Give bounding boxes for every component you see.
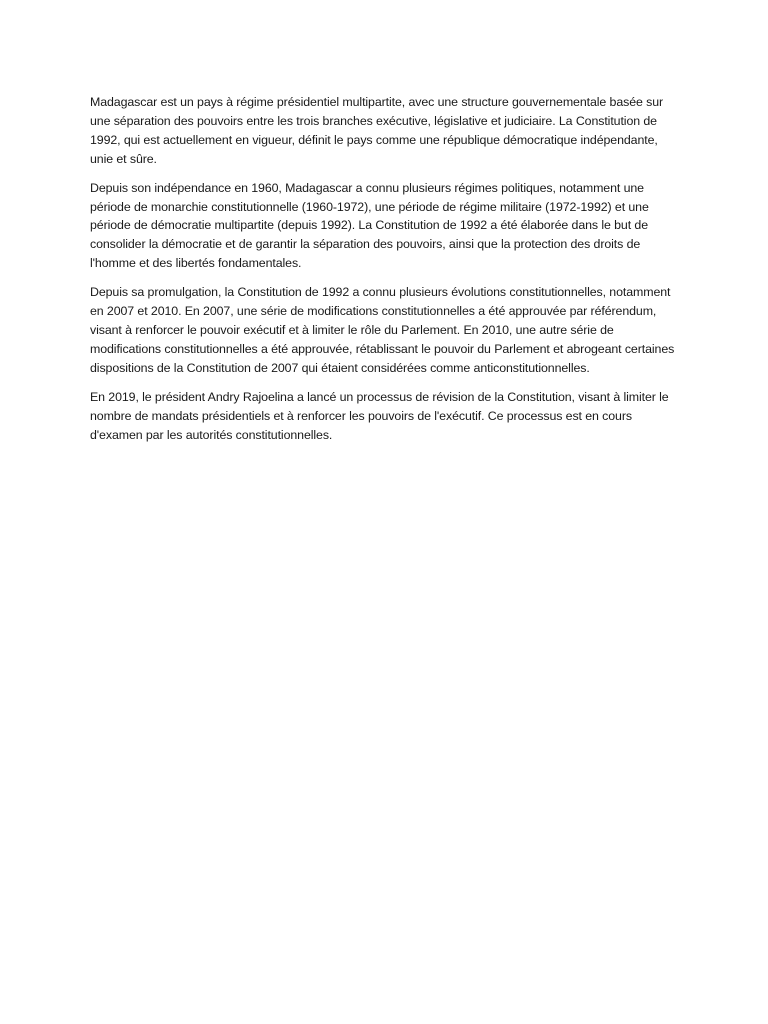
- paragraph-3: Depuis sa promulgation, la Constitution de 1992 a connu plusieurs évolutions constitutionnelles, notamment en 2007 et 2010. En 2007, une série de modifications constitutionnelles a été approuvée par référendum, visant à renforcer le pouvoir exécutif et à limiter le rôle du Parlement. En 2010, une autre série de modifications constitutionnelles a été approuvée, rétablissant le pouvoir du Parlement et abrogeant certaines dispositions de la Constitution de 2007 qui étaient considérées comme anticonstitutionnelles.: [90, 285, 675, 375]
- paragraph-2: Depuis son indépendance en 1960, Madagascar a connu plusieurs régimes politiques, notamment une période de monarchie constitutionnelle (1960-1972), une période de régime militaire (1972-1992) et une période de démocratie multipartite (depuis 1992). La Constitution de 1992 a été élaborée dans le but de consolider la démocratie et de garantir la séparation des pouvoirs, ainsi que la protection des droits de l'homme et des libertés fondamentales.: [90, 180, 649, 271]
- document-body: [90, 93, 680, 454]
- paragraph-1: Madagascar est un pays à régime présidentiel multipartite, avec une structure gouvernementale basée sur une séparation des pouvoirs entre les trois branches exécutive, législative et judiciaire. La Constitution de 1992, qui est actuellement en vigueur, définit le pays comme une république démocratique indépendante, unie et sûre.: [90, 95, 664, 166]
- paragraph-4: En 2019, le président Andry Rajoelina a lancé un processus de révision de la Constitution, visant à limiter le nombre de mandats présidentiels et à renforcer les pouvoirs de l'exécutif. Ce processus est en cours d'examen par les autorités constitutionnelles.: [90, 389, 669, 442]
